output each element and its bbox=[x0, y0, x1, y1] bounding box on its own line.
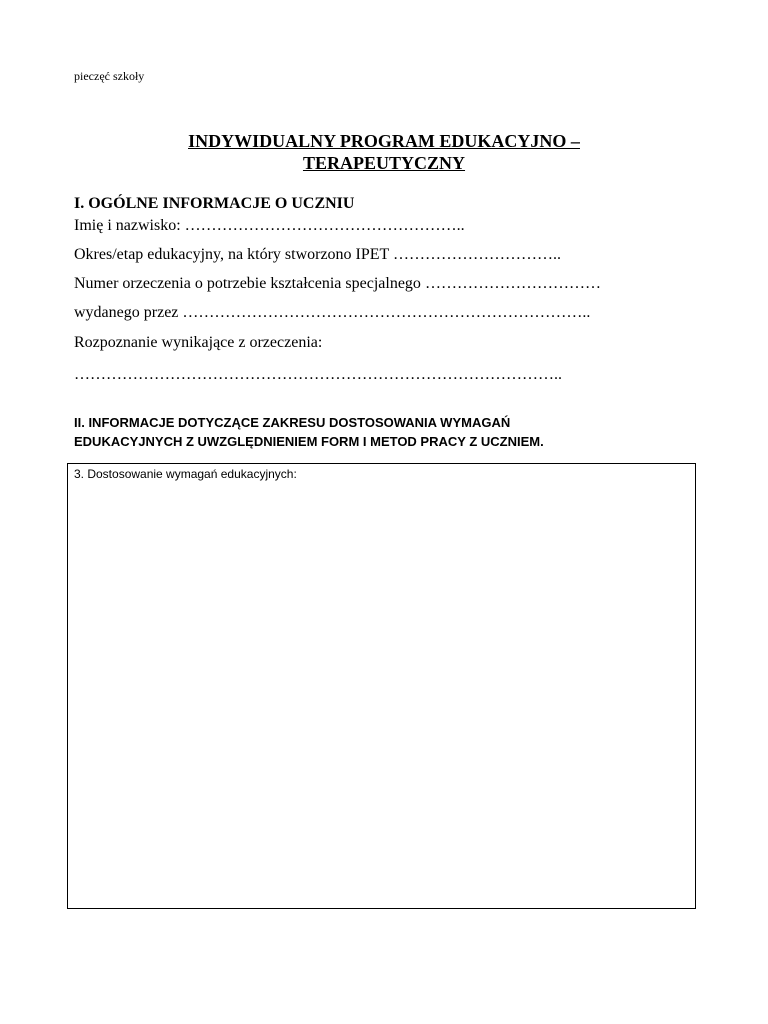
section-2-heading-line-2: EDUKACYJNYCH Z UWZGLĘDNIENIEM FORM I METOD PRACY Z UCZNIEM. bbox=[74, 434, 544, 449]
field-ruling-number-dots: …………………………… bbox=[424, 275, 601, 292]
section-2-heading bbox=[74, 413, 694, 451]
title-line-2: TERAPEUTYCZNY bbox=[302, 153, 466, 173]
field-ruling-number bbox=[74, 275, 601, 293]
field-diagnosis-line-dots: ……………………………………………………………………………….. bbox=[74, 366, 562, 383]
requirements-adaptation-box bbox=[67, 463, 696, 909]
school-stamp-label: pieczęć szkoły bbox=[74, 69, 145, 83]
field-issued-by-dots: ………………………………………………………………….. bbox=[182, 304, 591, 321]
field-name-dots: …………………………………………….. bbox=[184, 217, 465, 234]
field-diagnosis-label: Rozpoznanie wynikające z orzeczenia: bbox=[74, 334, 323, 351]
field-period-label: Okres/etap edukacyjny, na który stworzono IPET bbox=[74, 246, 390, 263]
section-1-heading: I. OGÓLNE INFORMACJE O UCZNIU bbox=[74, 195, 355, 212]
section-2-heading-line-1: II. INFORMACJE DOTYCZĄCE ZAKRESU DOSTOSOWANIA WYMAGAŃ bbox=[74, 415, 511, 430]
field-issued-by bbox=[74, 304, 590, 322]
field-diagnosis-line bbox=[74, 366, 562, 384]
document-title bbox=[0, 130, 768, 174]
title-line-1: INDYWIDUALNY PROGRAM EDUKACYJNO – bbox=[188, 131, 580, 151]
field-period-dots: ………………………….. bbox=[393, 246, 562, 263]
field-ruling-number-label: Numer orzeczenia o potrzebie kształcenia specjalnego bbox=[74, 275, 421, 292]
field-issued-by-label: wydanego przez bbox=[74, 304, 179, 321]
field-name bbox=[74, 217, 465, 235]
field-name-label: Imię i nazwisko: bbox=[74, 217, 181, 234]
field-period bbox=[74, 246, 561, 264]
field-diagnosis bbox=[74, 334, 322, 352]
requirements-adaptation-label: 3. Dostosowanie wymagań edukacyjnych: bbox=[74, 467, 297, 481]
